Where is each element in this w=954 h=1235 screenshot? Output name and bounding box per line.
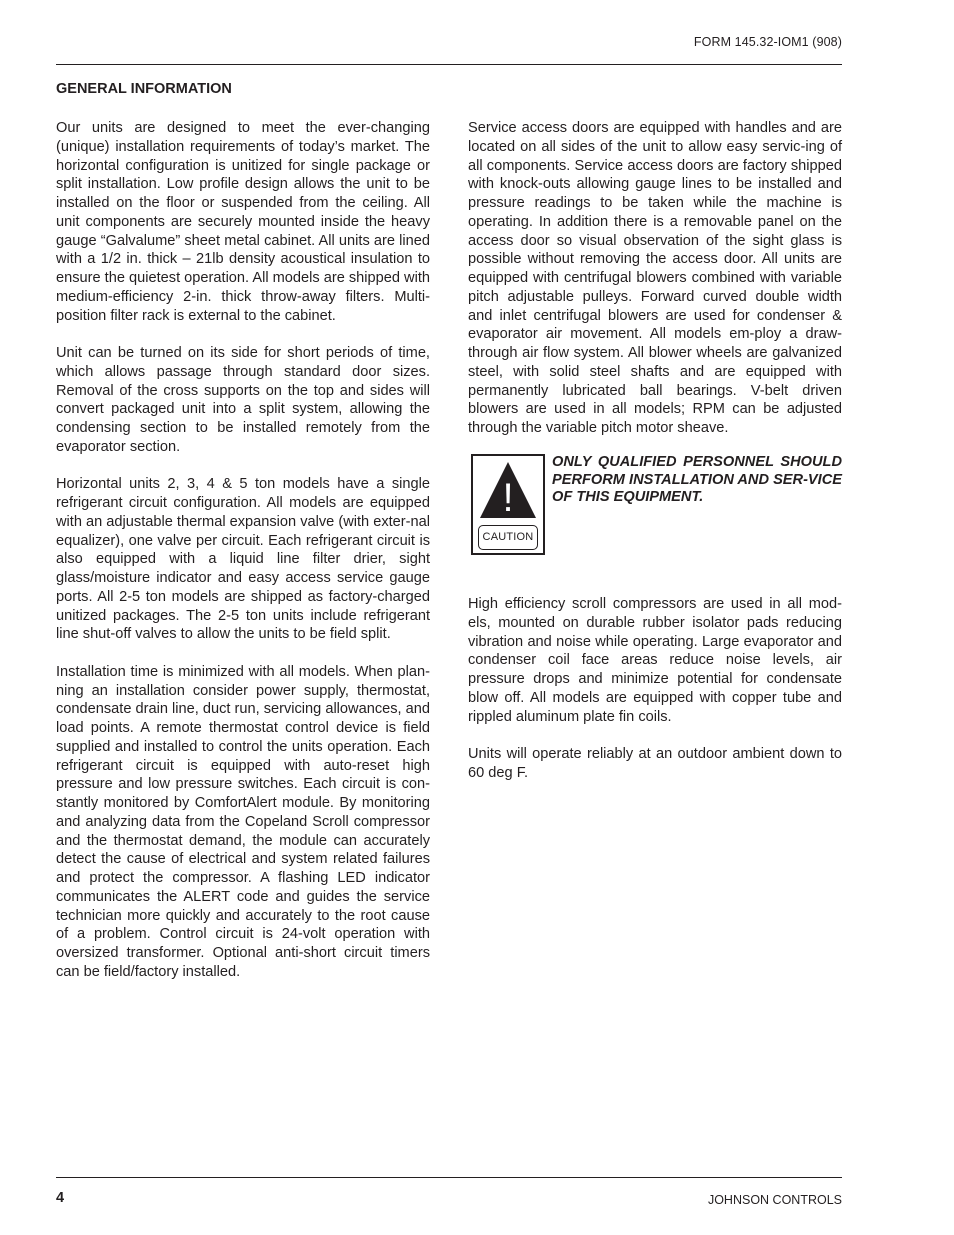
right-column-top [468,119,842,457]
paragraph-refrigerant-circuit: Horizontal units 2, 3, 4 & 5 ton models have a single refrigerant circuit configuration. All models are equipped with an adjustable thermal expansion valve (with exter-nal equalizer), one valve per circuit. Each refrigerant circuit is also equipped with a liquid line filter drier, sight glass/moisture indicator and easy access service gauge ports. All 2-5 ton models are shipped as factory-charged unitized packages. The 2-5 ton units include refrigerant line shut-off valves to allow the units to be field split. [56,476,430,643]
section-heading: GENERAL INFORMATION [56,81,232,97]
paragraph-compressors: High efficiency scroll compressors are used in all mod-els, mounted on durable rubber isolator pads reducing vibration and noise while operating. Large evaporator and condenser coil face areas reduce noise levels, air pressure drops and minimize potential for condensate blow off. All models are equipped with copper tube and rippled aluminum plate fin coils. [468,596,842,725]
right-column-bottom [468,595,842,801]
caution-label: CAUTION [478,525,538,550]
left-column [56,119,430,1000]
paragraph-installation: Installation time is minimized with all models. When plan-ning an installation consider power supply, thermostat, condensate drain line, duct run, servicing allowances, and load points. A remote thermostat control device is field supplied and installed to control the units operation. Each refrigerant circuit is equipped with auto-reset high pressure and low pressure switches. Each circuit is con-stantly monitored by ComfortAlert module. By monitoring and analyzing data from the Copeland Scroll compressor and the thermostat demand, the module can accurately detect the cause of electrical and system related failures and protect the compressor. A flashing LED indicator communicates the ALERT code and guides the service technician more quickly and accurately to the root cause of a problem. Control circuit is 24-volt operation with oversized transformer. Optional anti-short circuit timers can be field/factory installed. [56,663,430,980]
paragraph-unit-handling: Unit can be turned on its side for short periods of time, which allows passage through standard door sizes. Removal of the cross supports on the top and sides will convert packaged unit into a split system, allowing the condensing section to be installed remotely from the evaporator section. [56,345,430,455]
footer-company: JOHNSON CONTROLS [707,1193,842,1207]
footer-divider [56,1177,842,1178]
header-divider [56,64,842,65]
caution-symbol [471,454,545,555]
paragraph-unit-design: Our units are designed to meet the ever-changing (unique) installation requirements of today’s market. The horizontal configuration is unitized for single package or split installation. Low profile design allows the unit to be installed on the floor or suspended from the ceiling. All unit components are securely mounted inside the heavy gauge “Galvalume” sheet metal cabinet. All units are lined with a 1/2 in. thick – 21lb density acoustical insulation to ensure the quietest operation. All models are shipped with medium-efficiency 2-in. thick throw-away filters. Multi-position filter rack is external to the cabinet. [56,120,430,324]
warning-triangle-icon [477,460,539,520]
form-number: FORM 145.32-IOM1 (908) [693,35,842,49]
warning-exclamation: ! [502,476,514,520]
page-number: 4 [56,1190,65,1206]
paragraph-ambient: Units will operate reliably at an outdoor ambient down to 60 deg F. [468,746,842,781]
caution-text: ONLY QUALIFIED PERSONNEL SHOULD PERFORM INSTALLATION AND SER-VICE OF THIS EQUIPMENT. [552,454,842,505]
paragraph-service-access: Service access doors are equipped with handles and are located on all sides of the unit to allow easy servic-ing of all components. Service access doors are factory shipped with knock-outs allowing gauge lines to be installed and pressure readings to be taken while the machine is operating. In addition there is a removable panel on the access door so visual observation of the sight glass is possible without removing the access door. All units are equipped with centrifugal blowers combined with variable pitch adjustable pulleys. Forward curved double width and inlet centrifugal blowers are used for condenser & evaporator air movement. All models em-ploy a draw-through air flow system. All blower wheels are galvanized steel, with solid steel shafts and are equipped with permanently lubricated ball bearings. V-belt driven blowers are used in all models; RPM can be adjusted through the variable pitch motor sheave. [468,120,842,436]
